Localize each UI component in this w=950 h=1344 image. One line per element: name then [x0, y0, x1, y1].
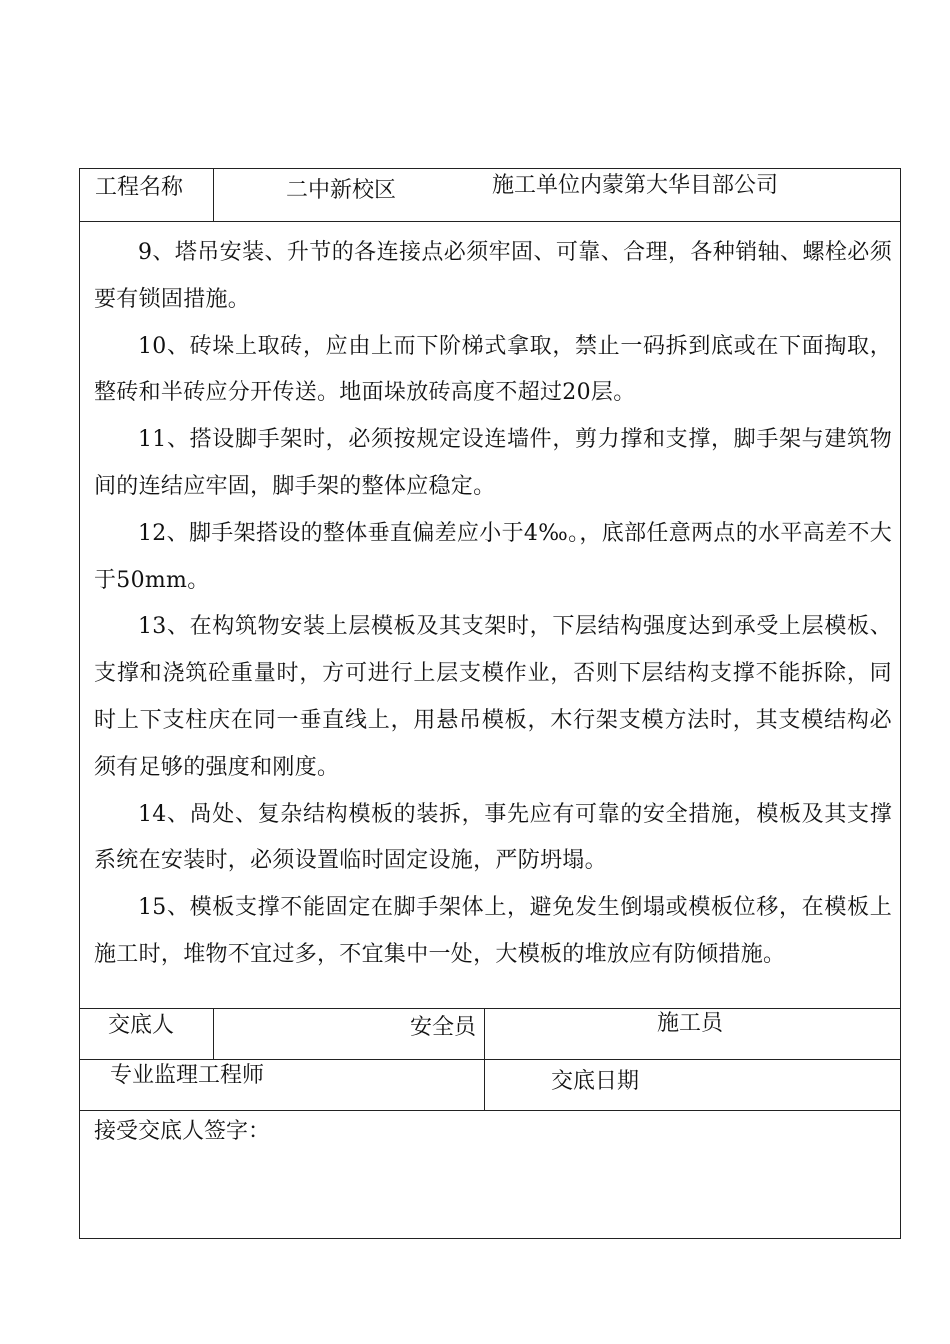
- safety-item-9: 9、塔吊安装、升节的各连接点必须牢固、可靠、合理，各种销轴、螺栓必须要有锁固措施。: [94, 240, 892, 312]
- signature-row-1: [80, 1009, 900, 1060]
- safety-item-14: 14、咼处、复杂结构模板的装拆，事先应有可靠的安全措施，模板及其支撑系统在安装时，必须设置临时固定设施，严防坍塌。: [94, 801, 892, 874]
- safety-item-11: 11、搭设脚手架时，必须按规定设连墙件，剪力撑和支撑，脚手架与建筑物间的连结应牢固，脚手架的整体应稳定。: [94, 427, 892, 499]
- project-info-cell: [214, 169, 900, 221]
- acceptance-row: [80, 1111, 900, 1238]
- constructor-label: 施工员: [657, 1011, 724, 1036]
- project-name-label: 工程名称: [80, 169, 214, 221]
- safety-officer-label: 安全员: [214, 1009, 485, 1059]
- project-name-value: 二中新校区: [286, 178, 397, 203]
- acceptance-signature-label: 接受交底人签字：: [94, 1119, 271, 1144]
- safety-item-13: 13、在构筑物安装上层模板及其支架时，下层结构强度达到承受上层模板、支撑和浇筑砼重量时，方可进行上层支模作业，否则下层结构支撑不能拆除，同时上下支柱庆在同一垂直线上，用悬吊模板，木行架支模方法时，其支模结构必须有足够的强度和刚度。: [94, 614, 892, 780]
- safety-items: [80, 222, 900, 1008]
- disclosure-date-label: 交底日期: [551, 1069, 640, 1094]
- content-row: [80, 222, 900, 1009]
- disclosure-form: [79, 168, 901, 1239]
- safety-item-12: 12、脚手架搭设的整体垂直偏差应小于4‰。，底部任意两点的水平高差不大于50mm。: [94, 520, 892, 593]
- construction-unit-text: 施工单位内蒙第大华目部公司: [492, 173, 779, 198]
- supervisor-label: 专业监理工程师: [80, 1060, 485, 1110]
- signature-row-2: [80, 1060, 900, 1111]
- safety-item-10: 10、砖垛上取砖，应由上而下阶梯式拿取，禁止一码拆到底或在下面掏取，整砖和半砖应分开传送。地面垛放砖高度不超过20层。: [94, 333, 892, 406]
- safety-item-15: 15、模板支撑不能固定在脚手架体上，避免发生倒塌或模板位移，在模板上施工时，堆物不宜过多，不宜集中一处，大模板的堆放应有防倾措施。: [94, 895, 892, 967]
- header-row: [80, 169, 900, 222]
- presenter-label: 交底人: [80, 1009, 214, 1059]
